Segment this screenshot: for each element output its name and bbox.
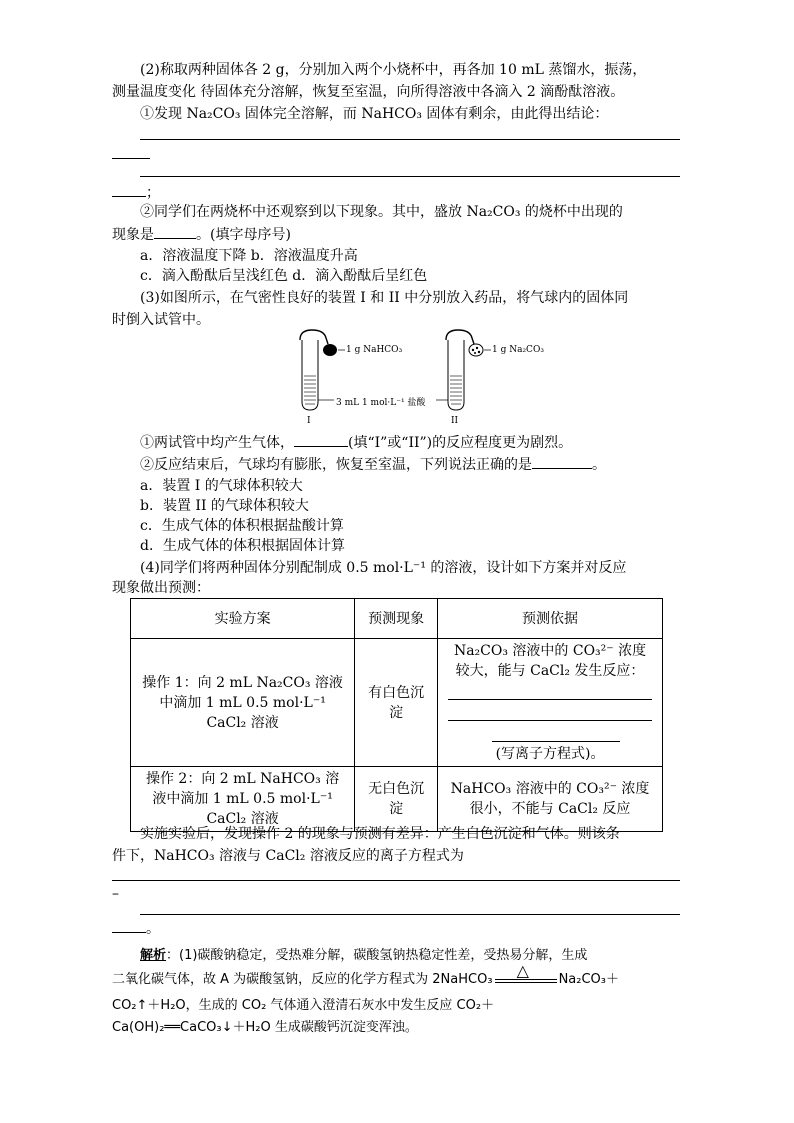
text: ①两试管中均产生气体，: [140, 435, 294, 451]
text: ②反应结束后，气球均有膨胀，恢复至室温，下列说法正确的是: [140, 457, 532, 473]
q3-line-1: (3)如图所示，在气密性良好的装置 I 和 II 中分别放入药品，将气球内的固体同: [140, 290, 629, 306]
balloon-solid: [323, 344, 337, 356]
experiment-table: [130, 598, 663, 832]
answer-blank: [112, 182, 146, 197]
label-nahco3: 1 g NaHCO₃: [346, 345, 403, 355]
q2-options-1: a．溶液温度下降 b．溶液温度升高: [140, 248, 358, 264]
label-device-1: I: [307, 416, 311, 426]
plan-cell: 操作 2：向 2 mL NaHCO₃ 溶液中滴加 1 mL 0.5 mol·L⁻¹ CaCl₂ 溶液: [131, 767, 355, 832]
text: (填“I”或“II”)的反应程度更为剧烈。: [348, 435, 573, 451]
text: 二氧化碳气体，故 A 为碳酸氢钠，反应的化学方程式为 2NaHCO₃: [112, 972, 493, 987]
text: Na₂CO₃＋: [558, 972, 619, 987]
answer-blank: [448, 681, 652, 700]
q4-line-1: (4)同学们将两种固体分别配制成 0.5 mol·L⁻¹ 的溶液，设计如下方案并对反应: [140, 560, 627, 576]
q2-line-4: ②同学们在两烧杯中还观察到以下现象。其中，盛放 Na₂CO₃ 的烧杯中出现的: [140, 204, 623, 220]
table-header-row: [131, 599, 663, 639]
answer-blank: [448, 702, 652, 721]
header-basis: 预测依据: [438, 599, 663, 639]
q2-options-2: c．滴入酚酞后呈浅红色 d．滴入酚酞后呈红色: [140, 268, 428, 284]
q4-tail-dash: –: [112, 886, 119, 902]
q3-option-c: c．生成气体的体积根据盐酸计算: [140, 518, 344, 534]
analysis-line-3: CO₂↑＋H₂O，生成的 CO₂ 气体通入澄清石灰水中发生反应 CO₂＋: [112, 998, 495, 1013]
q3-option-b: b．装置 II 的气球体积较大: [140, 498, 309, 514]
q4-line-2: 现象做出预测：: [112, 580, 210, 596]
analysis-label: 解析: [140, 948, 167, 963]
header-phenomenon: 预测现象: [355, 599, 438, 639]
basis-text: Na₂CO₃ 溶液中的 CO₃²⁻ 浓度较大，能与 CaCl₂ 发生反应：: [453, 643, 647, 679]
answer-blank: [294, 432, 348, 447]
label-na2co3: 1 g Na₂CO₃: [492, 345, 544, 355]
q3-line-2: 时倒入试管中。: [112, 312, 210, 328]
phenomenon-cell: 有白色沉淀: [355, 639, 438, 767]
text: 现象是: [112, 227, 154, 243]
text: 。: [592, 457, 606, 473]
q3-sub-1: [140, 432, 710, 453]
analysis-line-2: [112, 961, 682, 990]
label-device-2: II: [451, 416, 459, 426]
answer-blank: [140, 914, 680, 915]
punct: 。: [146, 921, 160, 937]
punct: ；: [146, 185, 160, 201]
q4-after-2: 件下，NaHCO₃ 溶液与 CaCl₂ 溶液反应的离子方程式为: [112, 848, 464, 864]
heating-arrow: [493, 961, 559, 990]
label-acid: 3 mL 1 mol·L⁻¹ 盐酸: [336, 398, 426, 408]
analysis-line-4: Ca(OH)₂══CaCO₃↓＋H₂O 生成碳酸钙沉淀变浑浊。: [112, 1020, 418, 1035]
answer-blank: [112, 880, 680, 881]
answer-blank: [112, 158, 150, 159]
basis-cell: NaHCO₃ 溶液中的 CO₃²⁻ 浓度很小，不能与 CaCl₂ 反应: [438, 767, 663, 832]
text: 。(填字母序号): [196, 227, 291, 243]
basis-note: (写离子方程式)。: [495, 746, 605, 762]
analysis-line-1: [140, 946, 710, 966]
plan-cell: 操作 1：向 2 mL Na₂CO₃ 溶液中滴加 1 mL 0.5 mol·L⁻¹ CaCl₂ 溶液: [131, 639, 355, 767]
text: ：(1)碳酸钠稳定，受热难分解，碳酸氢钠热稳定性差，受热易分解，生成: [166, 948, 588, 963]
delta-sign: △: [516, 961, 529, 980]
answer-blank: [532, 454, 592, 469]
phenomenon-cell: 无白色沉淀: [355, 767, 438, 832]
q2-line-2: 测量温度变化 待固体充分溶解，恢复至室温，向所得溶液中各滴入 2 滴酚酞溶液。: [112, 84, 625, 100]
q2-line-1: (2)称取两种固体各 2 g，分别加入两个小烧杯中，再各加 10 mL 蒸馏水，振荡，: [140, 62, 647, 78]
apparatus-figure: [290, 328, 550, 430]
apparatus-diagram: [290, 328, 550, 430]
answer-blank: [492, 723, 620, 742]
table-row: [131, 639, 663, 767]
q2-line-3: ①发现 Na₂CO₃ 固体完全溶解，而 NaHCO₃ 固体有剩余，由此得出结论：: [140, 106, 609, 122]
answer-blank: [112, 918, 146, 933]
header-plan: 实验方案: [131, 599, 355, 639]
q3-sub-2: [140, 454, 710, 475]
q2-line-5: [112, 224, 682, 245]
table-row: [131, 767, 663, 832]
q2-line-end: [112, 182, 682, 203]
q4-tail-end: [112, 918, 682, 939]
q3-option-d: d．生成气体的体积根据固体计算: [140, 538, 345, 554]
answer-blank: [140, 176, 680, 177]
q3-option-a: a．装置 I 的气球体积较大: [140, 478, 303, 494]
basis-cell: [438, 639, 663, 767]
q4-after-1: 实施实验后，发现操作 2 的现象与预测有差异：产生白色沉淀和气体。则该条: [140, 826, 620, 842]
answer-blank: [154, 224, 196, 239]
answer-blank: [140, 139, 680, 140]
